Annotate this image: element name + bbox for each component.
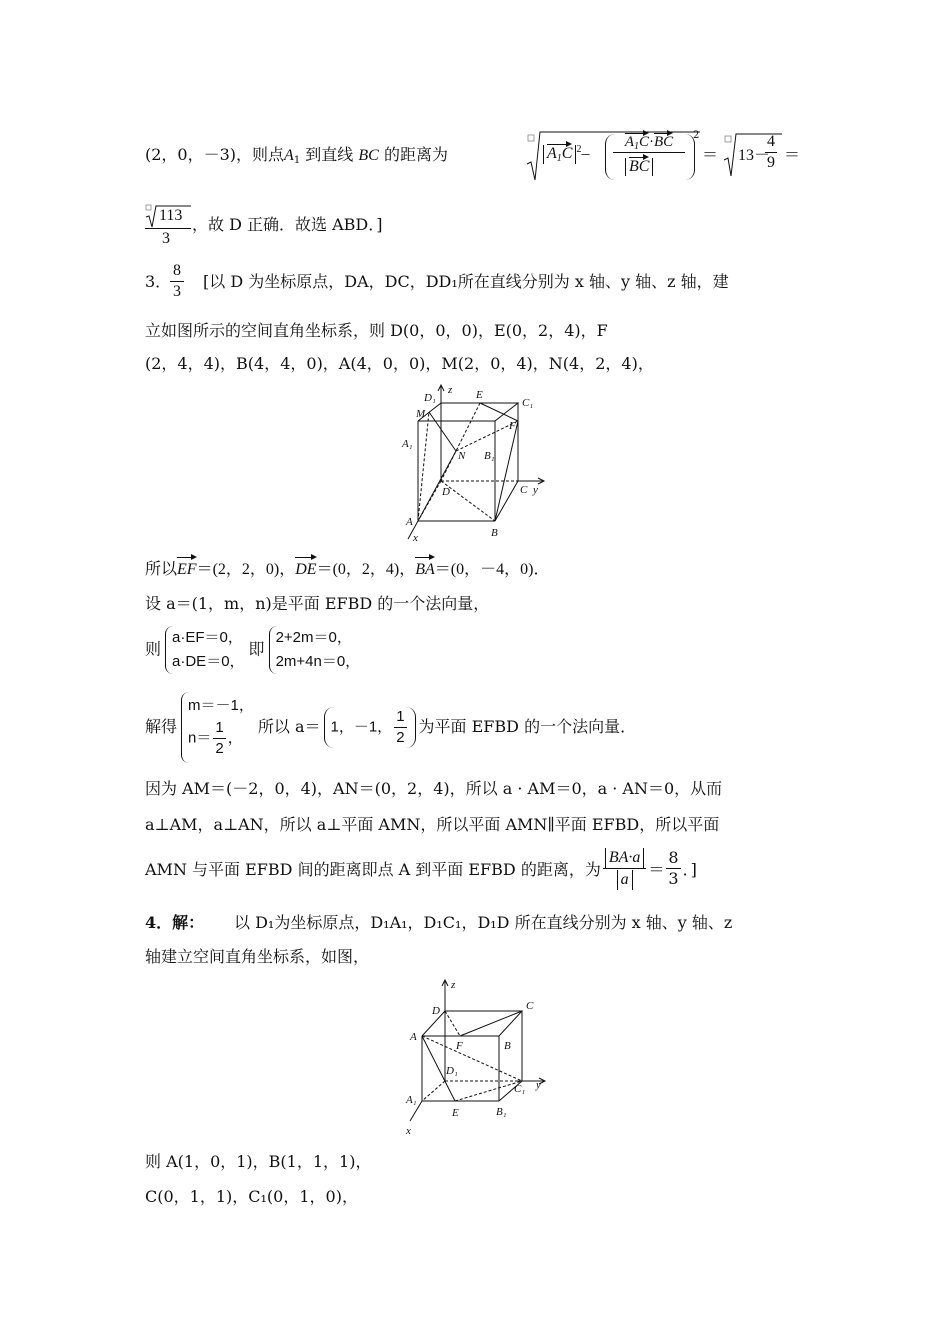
q3-dist-frac (603, 847, 647, 890)
q3-l10-num: BA·a (605, 848, 645, 868)
edge-BC (495, 481, 518, 521)
q3-l7 (145, 692, 636, 763)
q3-l6-ji: 即 (248, 639, 265, 659)
fig1-A1: A₁ (402, 438, 413, 450)
q3-l10-pre: AMN 与平面 EFBD 间的距离即点 A 到平面 EFBD 的距离，为 (145, 860, 601, 879)
p2-frac (145, 203, 191, 249)
line-EC1 (455, 1081, 522, 1101)
q3-l10-den: a (617, 870, 633, 890)
fig2-C1: C₁ (514, 1083, 526, 1095)
q3-l4-b: ＝(0，2，4)， (316, 561, 416, 578)
p2-text: ，故 D 正确．故选 ABD．] (192, 215, 383, 234)
fig1-E: E (476, 389, 483, 401)
p1-line-name: BC (358, 147, 379, 164)
q3-label: 3． (145, 272, 172, 291)
fig1-B1: B₁ (484, 450, 495, 462)
p1-tail: 的距离为 (383, 145, 448, 164)
q3-head (145, 270, 171, 294)
fig2-C: C (526, 1000, 534, 1012)
fig1-z: z (448, 384, 453, 396)
q3-l4 (145, 557, 549, 582)
q3-sys1-r1: a·EF＝0， (172, 629, 243, 646)
vec-DE: DE (295, 558, 316, 582)
q4-cube-figure (400, 976, 560, 1136)
q3-ans-n: 8 (170, 261, 184, 282)
q3-sys3-fn: 1 (213, 718, 225, 739)
q3-sys3: m＝－1， n＝ $\frac{1}{2}$ ， (181, 692, 254, 763)
fig2-B1: B₁ (496, 1106, 507, 1118)
q3-sys1-r2: a·DE＝0， (172, 653, 245, 670)
line-DF (445, 1011, 460, 1036)
vec-EF: EF (177, 558, 197, 582)
fig2-E: E (452, 1107, 459, 1119)
q3-normal-vec (324, 707, 416, 748)
p1-eq-block (702, 143, 718, 167)
vec-BA: BA (415, 558, 435, 582)
q3-sys2 (269, 626, 361, 674)
fig1-N: N (458, 450, 466, 462)
fig2-D: D (432, 1005, 440, 1017)
p1-eq2: ＝ (784, 145, 801, 164)
q3-l7-so: 所以 a＝ (257, 717, 321, 736)
fig2-D1: D₁ (446, 1065, 458, 1077)
fig2-z: z (451, 979, 456, 991)
q3-l4-a: ＝(2，2，0)， (196, 561, 296, 578)
q3-l10-rn: 8 (668, 848, 679, 867)
q3-sys1 (165, 626, 245, 674)
q3-sys2-r2: 2m+4n＝0， (275, 653, 361, 670)
q3-l10-rd: 3 (668, 869, 679, 888)
q3-l7-vec: 1，－1， (330, 718, 393, 736)
q3-sys3-r1: m＝－1， (188, 697, 254, 714)
fig1-B: B (491, 527, 498, 539)
p1-lead: (2，0，－3)，则点 (145, 145, 285, 164)
q3-l7-fd: 2 (396, 729, 405, 746)
fig2-B: B (504, 1040, 511, 1052)
q3-l7-fn: 1 (394, 707, 406, 728)
q3-l4-pre: 所以 (145, 559, 178, 578)
fig2-F: F (456, 1040, 463, 1052)
fig1-D: D (442, 486, 450, 498)
p1-rad2 (722, 130, 782, 184)
p1-line: (2，0，－3)，则点$A_1$ 到直线 BC 的距离为 (145, 145, 448, 166)
q4-l1: 以 D₁为坐标原点，D₁A₁，D₁C₁，D₁D 所在直线分别为 x 轴、y 轴、z (234, 913, 733, 932)
fig1-M: M (416, 408, 426, 420)
q3-l10-eq: ＝ (648, 860, 665, 879)
fig1-y: y (533, 484, 538, 496)
q3-sys3-fd: 2 (215, 740, 224, 757)
p1-rad-d: 9 (767, 154, 775, 171)
q4-label: 4．解： (145, 913, 205, 932)
q3-l5: 设 a＝(1，m，n)是平面 EFBD 的一个法向量， (145, 594, 490, 613)
q3-l8: 因为 AM＝(－2，0，4)，AN＝(0，2，4)，所以 a · AM＝0，a · AN＝0，从而 (145, 779, 723, 798)
q4-l2: 轴建立空间直角坐标系，如图， (145, 947, 370, 966)
q3-l9: a⊥AM，a⊥AN，所以 a⊥平面 AMN，所以平面 AMN∥平面 EFBD，所以平面 (145, 815, 720, 834)
x-axis-hidden-2 (422, 1081, 445, 1101)
line-FC (460, 1011, 522, 1036)
p1-sqrt-expression: $A_1C$ $^2$– $A_1C\cdot BC$ BC 2 (525, 128, 700, 186)
p1-eq1: ＝ (702, 145, 719, 164)
line-FB (495, 421, 518, 521)
q3-l6-ze: 则 (145, 639, 162, 659)
fig2-A1: A₁ (406, 1094, 417, 1106)
p1-rad-n: 4 (765, 132, 777, 153)
q4-l4: C(0，1，1)，C₁(0，1，0)， (145, 1187, 358, 1206)
p2-rad-val: 113 (159, 207, 183, 224)
q3-ans-d: 3 (173, 283, 181, 300)
p2-den: 3 (162, 230, 170, 247)
fig1-x: x (413, 532, 418, 544)
q3-l7-jd: 解得 (145, 717, 178, 736)
q3-cube-figure (396, 381, 556, 546)
p1-rad-a: 13－ (738, 147, 771, 164)
q3-l1: [以 D 为坐标原点，DA，DC，DD₁所在直线分别为 x 轴、y 轴、z 轴，建 (203, 272, 729, 291)
fig1-A: A (406, 516, 413, 528)
fig1-F: F (509, 420, 516, 432)
fig2-A: A (410, 1031, 417, 1043)
q3-l4-c: ＝(0，－4，0)． (434, 561, 550, 578)
fig1-C: C (520, 484, 528, 496)
q3-sys2-r1: 2+2m＝0， (275, 629, 352, 646)
q3-l3: (2，4，4)，B(4，4，0)，A(4，0，0)，M(2，0，4)，N(4，2，4)， (145, 354, 654, 373)
q4-head (145, 911, 204, 935)
q3-l10 (145, 847, 697, 890)
line-MN (429, 412, 456, 451)
p1-point: A (284, 147, 294, 164)
q4-l3: 则 A(1，0，1)，B(1，1，1)， (145, 1152, 372, 1171)
q3-l10-end: ．] (682, 860, 697, 879)
q3-sys3-r2: n＝ (188, 729, 212, 747)
q3-l2: 立如图所示的空间直角坐标系，则 D(0，0，0)，E(0，2，4)，F (145, 321, 608, 340)
fig2-y: y (536, 1079, 541, 1091)
fig1-D1: D₁ (424, 392, 436, 404)
fig1-C1: C₁ (522, 397, 534, 409)
q3-answer-frac (170, 261, 184, 302)
q3-l7-tail: 为平面 EFBD 的一个法向量． (418, 717, 637, 736)
q3-l6 (145, 626, 364, 674)
p1-mid: 到直线 (305, 145, 354, 164)
fig2-x: x (406, 1125, 411, 1136)
